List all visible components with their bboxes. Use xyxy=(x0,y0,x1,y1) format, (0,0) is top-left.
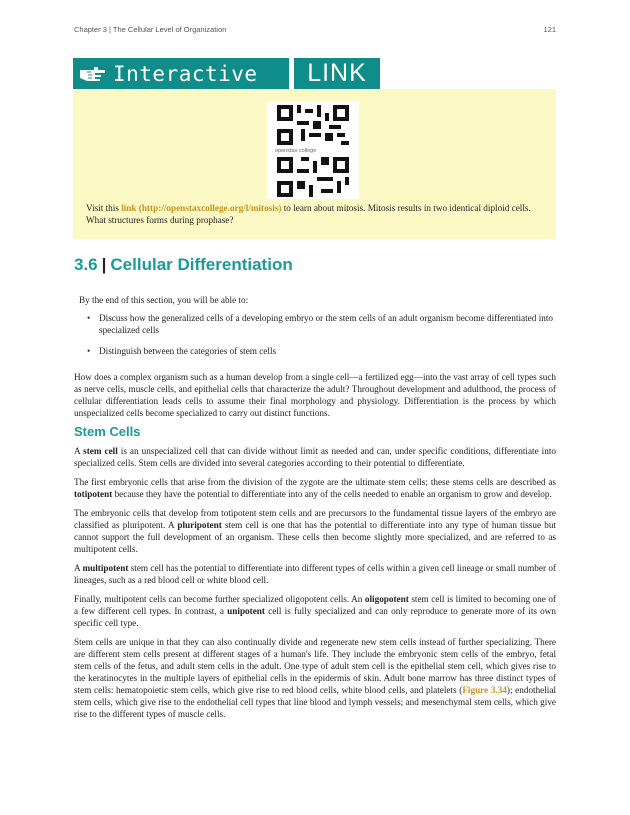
objective-item: • Discuss how the generalized cells of a developing embryo or the stem cells of an adult organism become differentiated into specialized cells xyxy=(99,312,553,336)
paragraph-pluripotent: The embryonic cells that develop from totipotent stem cells and are precursors to the fundamental tissue layers of the embryo are classified as pluripotent. A pluripotent stem cell is one that has the potential to differentiate into any type of human tissue but cannot support the full development of an organism. These cells then become slightly more specialized, and are referred to as multipotent cells. xyxy=(74,508,556,554)
section-number: 3.6 xyxy=(74,255,98,274)
term-unipotent: unipotent xyxy=(227,606,265,616)
page-number: 121 xyxy=(543,25,556,34)
chapter-label: Chapter 3 | The Cellular Level of Organization xyxy=(74,25,227,34)
paragraph-oligopotent: Finally, multipotent cells can become further specialized oligopotent cells. An oligopotent stem cell is limited to becoming one of a few different cell types. In contrast, a unipotent cell is fully specialized and can only reproduce to generate more of its own specific cell type. xyxy=(74,594,557,628)
banner-word-interactive: Interactive xyxy=(113,61,258,86)
term-multipotent: multipotent xyxy=(82,563,129,573)
mitosis-link[interactable]: link (http://openstaxcollege.org/l/mitosis) xyxy=(121,203,282,213)
pointing-hand-icon xyxy=(79,64,107,84)
interactive-link-text: Visit this link (http://openstaxcollege.org/l/mitosis) to learn about mitosis. Mitosis results in two identical diploid cells. What structures forms during prophase? xyxy=(86,203,531,225)
interactive-link-box xyxy=(73,89,556,239)
objective-item: • Distinguish between the categories of stem cells xyxy=(99,345,553,357)
qr-code-icon xyxy=(277,105,349,145)
interactive-banner-left xyxy=(73,58,289,89)
section-title xyxy=(74,255,293,275)
term-totipotent: totipotent xyxy=(74,489,113,499)
qr-code-image[interactable] xyxy=(267,101,359,199)
paragraph-stem-cell-types: Stem cells are unique in that they can also continually divide and regenerate new stem cells instead of further specializing. There are different stem cells present at different stages of a human's life. They include the embryonic stem cells of the embryo, fetal stem cells of the fetus, and adult stem cells in the adult. One type of adult stem cell is the epithelial stem cell, which gives rise to the keratinocytes in the multiple layers of epithelial cells in the epidermis of skin. Adult bone marrow has three distinct types of stem cells: hematopoietic stem cells, which give rise to red blood cells, white blood cells, and platelets (Figure 3.34); endothelial stem cells, which give rise to the endothelial cell types that line blood and lymph vessels; and mesenchymal stem cells, which give rise to the different types of muscle cells. xyxy=(74,637,556,719)
term-stem-cell: stem cell xyxy=(83,446,118,456)
qr-caption: openstax college xyxy=(275,148,317,154)
running-header xyxy=(74,25,556,34)
stem-cells-heading: Stem Cells xyxy=(74,424,141,439)
paragraph-stem-cell: A stem cell is an unspecialized cell that can divide without limit as needed and can, under specific conditions, differentiate into specialized cells. Stem cells are divided into several categories according to their potential to differentiate. xyxy=(74,446,556,468)
objectives-intro: By the end of this section, you will be able to: xyxy=(79,295,249,305)
body-text xyxy=(74,371,556,727)
interactive-link-banner xyxy=(73,58,380,89)
figure-reference-link[interactable]: Figure 3.34 xyxy=(462,685,507,695)
objectives-list xyxy=(79,312,553,357)
intro-paragraph: How does a complex organism such as a human develop from a single cell—a fertilized egg—into the vast array of cell types such as nerve cells, muscle cells, and epithelial cells that characterize the adult? Throughout development and adulthood, the process of cellular differentiation leads cells to assume their final morphology and physiology. Differentiation is the process by which unspecialized cells become specialized to carry out distinct functions. xyxy=(74,372,556,418)
learning-objectives xyxy=(79,294,553,366)
banner-word-link: LINK xyxy=(291,58,380,89)
section-title-text: Cellular Differentiation xyxy=(110,255,293,274)
paragraph-multipotent: A multipotent stem cell has the potential to differentiate into different types of cells within a given cell lineage or small number of lineages, such as a red blood cell or white blood cell. xyxy=(74,563,556,585)
section-separator: | xyxy=(101,255,107,274)
paragraph-totipotent: The first embryonic cells that arise from the division of the zygote are the ultimate stem cells; these stems cells are described as totipotent because they have the potential to differentiate into any of the cells needed to enable an organism to grow and develop. xyxy=(74,477,556,499)
qr-code-secondary-icon xyxy=(277,157,349,197)
term-oligopotent: oligopotent xyxy=(364,594,409,604)
term-pluripotent: pluripotent xyxy=(177,520,222,530)
